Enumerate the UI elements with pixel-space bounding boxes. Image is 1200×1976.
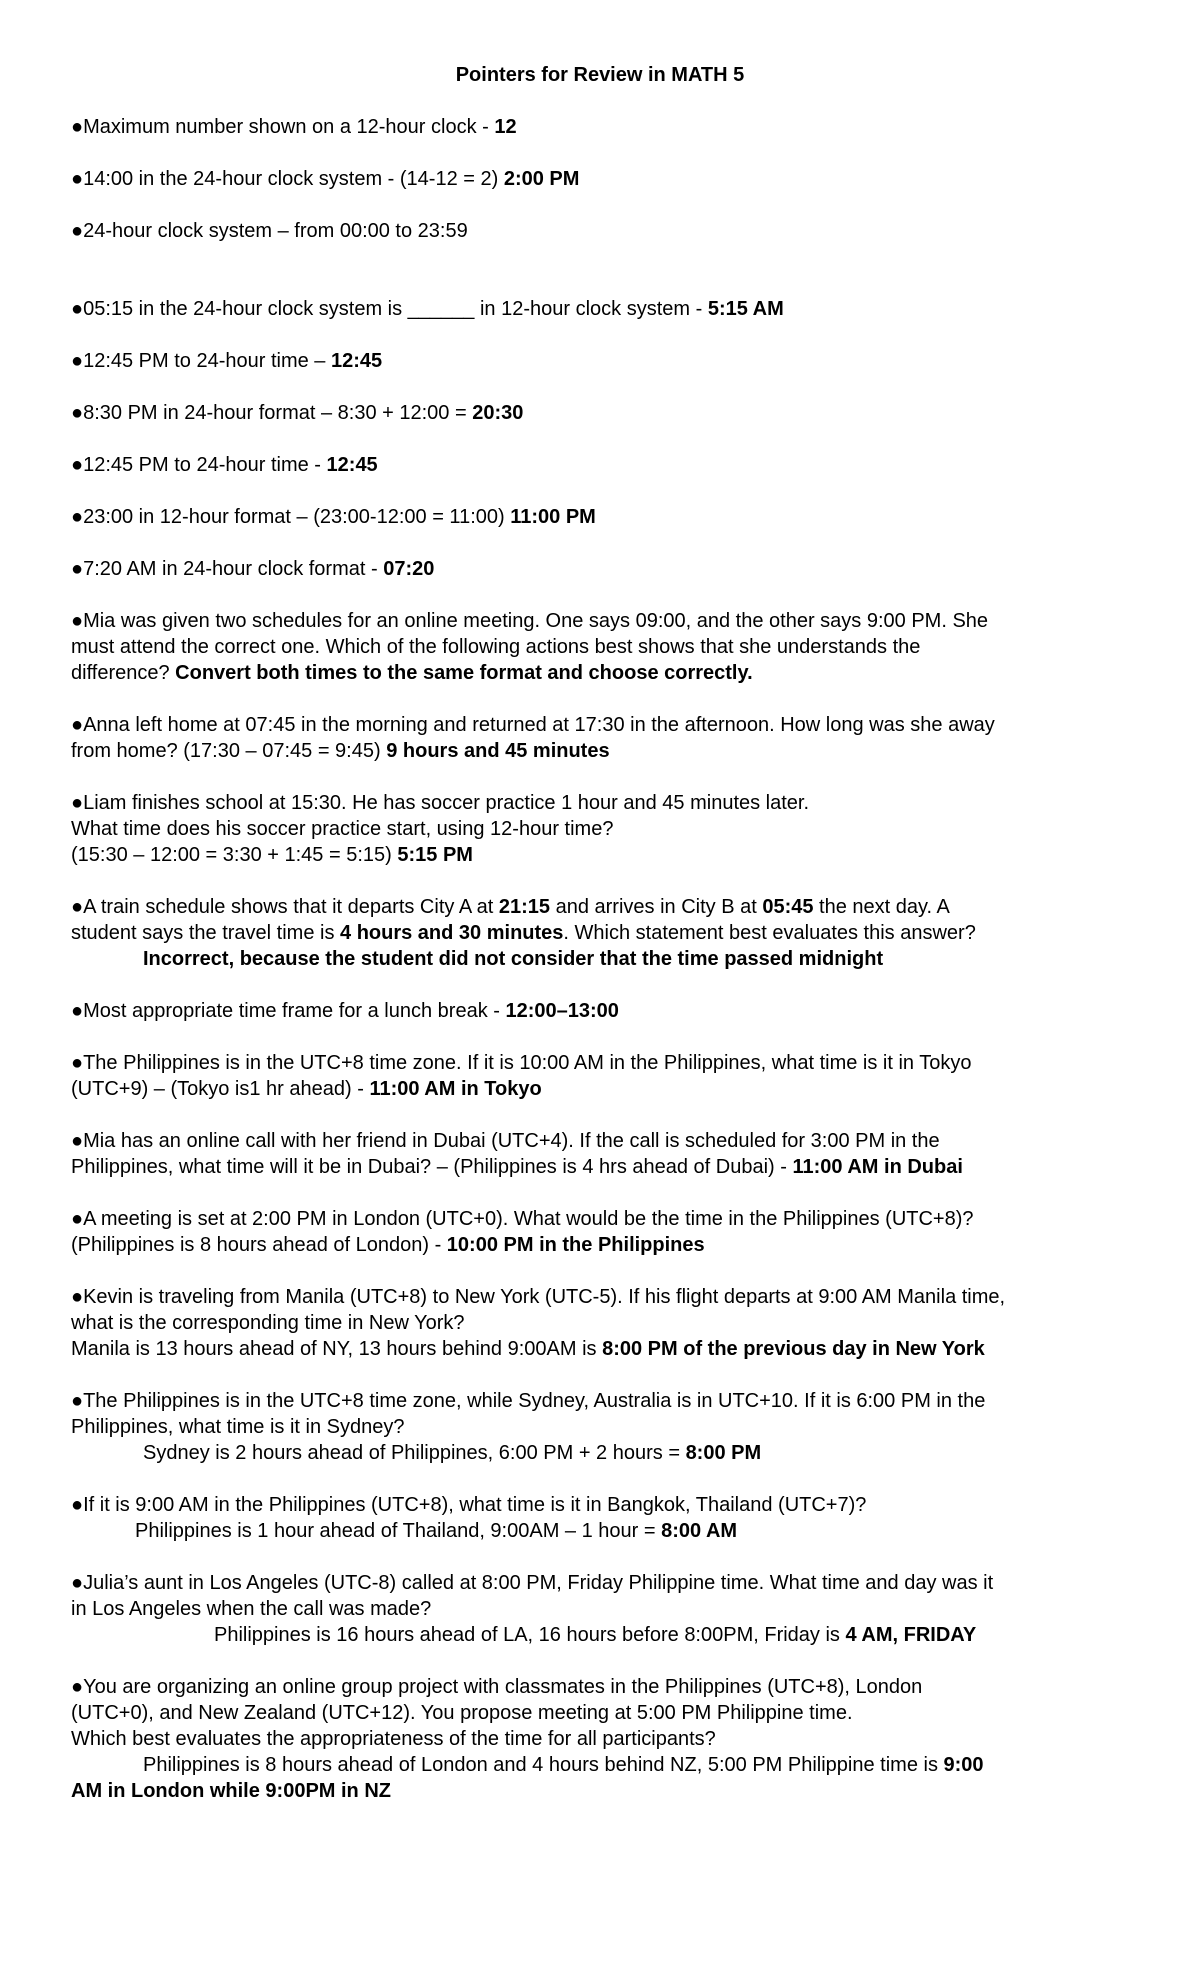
item-text: (UTC+9) – (Tokyo is1 hr ahead) -	[71, 1078, 370, 1100]
item-answer: 05:45	[762, 896, 814, 918]
item-line	[71, 1154, 1141, 1180]
item-line	[71, 1076, 1141, 1102]
item-answer: 5:15 AM	[707, 298, 784, 320]
item-text: ●23:00 in 12-hour format – (23:00-12:00 = 11:00)	[71, 506, 511, 528]
pointer-item	[71, 556, 1141, 582]
pointer-item	[71, 608, 1141, 686]
item-answer: 9 hours and 45 minutes	[386, 740, 610, 762]
item-text: Philippines, what time will it be in Dubai? – (Philippines is 4 hrs ahead of Dubai) -	[71, 1156, 793, 1178]
pointer-item	[71, 296, 1141, 322]
item-text: ●12:45 PM to 24-hour time –	[71, 350, 331, 372]
item-line: ●Anna left home at 07:45 in the morning and returned at 17:30 in the afternoon. How long was she away	[71, 714, 995, 736]
pointer-item	[71, 1492, 1141, 1544]
item-text: ●8:30 PM in 24-hour format – 8:30 + 12:00 =	[71, 402, 473, 424]
item-line	[71, 842, 1141, 868]
item-line	[71, 1232, 1141, 1258]
item-answer: 8:00 PM of the previous day in New York	[602, 1338, 985, 1360]
item-answer: 12:45	[331, 350, 383, 372]
pointer-item	[71, 166, 1141, 192]
item-line: Philippines, what time is it in Sydney?	[71, 1416, 405, 1438]
item-line: ●A meeting is set at 2:00 PM in London (UTC+0). What would be the time in the Philippines (UTC+8)?	[71, 1208, 974, 1230]
item-text: Sydney is 2 hours ahead of Philippines, 6:00 PM + 2 hours =	[143, 1442, 686, 1464]
item-line: (UTC+0), and New Zealand (UTC+12). You propose meeting at 5:00 PM Philippine time.	[71, 1702, 853, 1724]
item-line	[71, 1752, 1141, 1778]
item-answer: 10:00 PM in the Philippines	[446, 1234, 705, 1256]
item-answer: AM in London while 9:00PM in NZ	[71, 1780, 391, 1802]
item-text: ●24-hour clock system – from 00:00 to 23:59	[71, 220, 468, 242]
item-answer: Incorrect, because the student did not consider that the time passed midnight	[143, 948, 884, 970]
item-text: . Which statement best evaluates this answer?	[563, 922, 976, 944]
item-line	[71, 1440, 1141, 1466]
pointer-item	[71, 790, 1141, 868]
item-text: ●Maximum number shown on a 12-hour clock -	[71, 116, 495, 138]
item-text: ●14:00 in the 24-hour clock system - (14-12 = 2)	[71, 168, 504, 190]
pointer-item	[71, 1674, 1141, 1804]
item-text: Philippines is 1 hour ahead of Thailand, 9:00AM – 1 hour =	[135, 1520, 662, 1542]
item-text: ●A train schedule shows that it departs City A at	[71, 896, 499, 918]
item-line: ●The Philippines is in the UTC+8 time zone. If it is 10:00 AM in the Philippines, what time is it in Tokyo	[71, 1052, 972, 1074]
item-answer: 12	[494, 116, 517, 138]
item-line: Which best evaluates the appropriateness of the time for all participants?	[71, 1728, 716, 1750]
item-text: (Philippines is 8 hours ahead of London) -	[71, 1234, 447, 1256]
pointer-item	[71, 894, 1141, 972]
item-line	[71, 1518, 1141, 1544]
item-answer: 9:00	[943, 1754, 984, 1776]
item-line	[71, 738, 1141, 764]
item-answer: 8:00 AM	[661, 1520, 738, 1542]
item-line: ●Mia was given two schedules for an online meeting. One says 09:00, and the other says 9:00 PM. She	[71, 610, 989, 632]
pointer-item	[71, 504, 1141, 530]
item-line: ●If it is 9:00 AM in the Philippines (UTC+8), what time is it in Bangkok, Thailand (UTC+7)?	[71, 1494, 867, 1516]
item-text: ●12:45 PM to 24-hour time -	[71, 454, 327, 476]
item-line: ●Mia has an online call with her friend in Dubai (UTC+4). If the call is scheduled for 3:00 PM in the	[71, 1130, 940, 1152]
item-text: ●05:15 in the 24-hour clock system is ______ in 12-hour clock system -	[71, 298, 708, 320]
item-text: Manila is 13 hours ahead of NY, 13 hours behind 9:00AM is	[71, 1338, 603, 1360]
pointer-item	[71, 1284, 1141, 1362]
item-answer: Convert both times to the same format and choose correctly.	[175, 662, 753, 684]
item-line	[71, 920, 1141, 946]
item-answer: 11:00 PM	[510, 506, 596, 528]
item-answer: 11:00 AM in Dubai	[792, 1156, 963, 1178]
pointer-item	[71, 1128, 1141, 1180]
item-line	[71, 1622, 1141, 1648]
item-answer: 12:00–13:00	[505, 1000, 619, 1022]
item-answer: 4 AM, FRIDAY	[845, 1624, 977, 1646]
pointer-item	[71, 400, 1141, 426]
item-line: what is the corresponding time in New York?	[71, 1312, 465, 1334]
item-text: Philippines is 16 hours ahead of LA, 16 hours before 8:00PM, Friday is	[214, 1624, 846, 1646]
item-answer: 5:15 PM	[397, 844, 473, 866]
pointer-item	[71, 452, 1141, 478]
item-answer: 2:00 PM	[503, 168, 580, 190]
item-line: What time does his soccer practice start, using 12-hour time?	[71, 818, 614, 840]
pointer-item	[71, 1388, 1141, 1466]
item-text: (15:30 – 12:00 = 3:30 + 1:45 = 5:15)	[71, 844, 398, 866]
item-text: ●Most appropriate time frame for a lunch break -	[71, 1000, 506, 1022]
item-line	[71, 1336, 1141, 1362]
item-line: in Los Angeles when the call was made?	[71, 1598, 432, 1620]
item-answer: 8:00 PM	[685, 1442, 762, 1464]
pointer-item	[71, 348, 1141, 374]
pointer-item	[71, 712, 1141, 764]
pointer-item	[71, 1050, 1141, 1102]
page-title: Pointers for Review in MATH 5	[455, 64, 745, 86]
pointer-item	[71, 114, 1141, 140]
pointer-item	[71, 218, 1141, 244]
item-line: ●Liam finishes school at 15:30. He has soccer practice 1 hour and 45 minutes later.	[71, 792, 810, 814]
item-line	[71, 894, 1141, 920]
item-text: ●7:20 AM in 24-hour clock format -	[71, 558, 384, 580]
item-line: ●Julia’s aunt in Los Angeles (UTC-8) called at 8:00 PM, Friday Philippine time. What time and day was it	[71, 1572, 994, 1594]
item-answer: 12:45	[326, 454, 378, 476]
item-line: ●Kevin is traveling from Manila (UTC+8) to New York (UTC-5). If his flight departs at 9:00 AM Manila time,	[71, 1286, 1006, 1308]
item-answer: 11:00 AM in Tokyo	[369, 1078, 542, 1100]
item-answer: 4 hours and 30 minutes	[340, 922, 564, 944]
item-text: the next day. A	[813, 896, 950, 918]
item-text: student says the travel time is	[71, 922, 341, 944]
item-line: ●The Philippines is in the UTC+8 time zone, while Sydney, Australia is in UTC+10. If it is 6:00 PM in the	[71, 1390, 986, 1412]
item-text: from home? (17:30 – 07:45 = 9:45)	[71, 740, 387, 762]
item-line	[71, 660, 1141, 686]
item-line: must attend the correct one. Which of the following actions best shows that she understands the	[71, 636, 921, 658]
item-line: ●You are organizing an online group project with classmates in the Philippines (UTC+8), London	[71, 1676, 923, 1698]
item-answer: 20:30	[472, 402, 524, 424]
item-answer: 07:20	[383, 558, 435, 580]
pointer-item	[71, 1570, 1141, 1648]
pointer-item	[71, 998, 1141, 1024]
item-text: Philippines is 8 hours ahead of London and 4 hours behind NZ, 5:00 PM Philippine time is	[143, 1754, 944, 1776]
item-answer: 21:15	[498, 896, 551, 918]
item-text: difference?	[71, 662, 176, 684]
item-text: and arrives in City B at	[550, 896, 763, 918]
pointer-item	[71, 1206, 1141, 1258]
